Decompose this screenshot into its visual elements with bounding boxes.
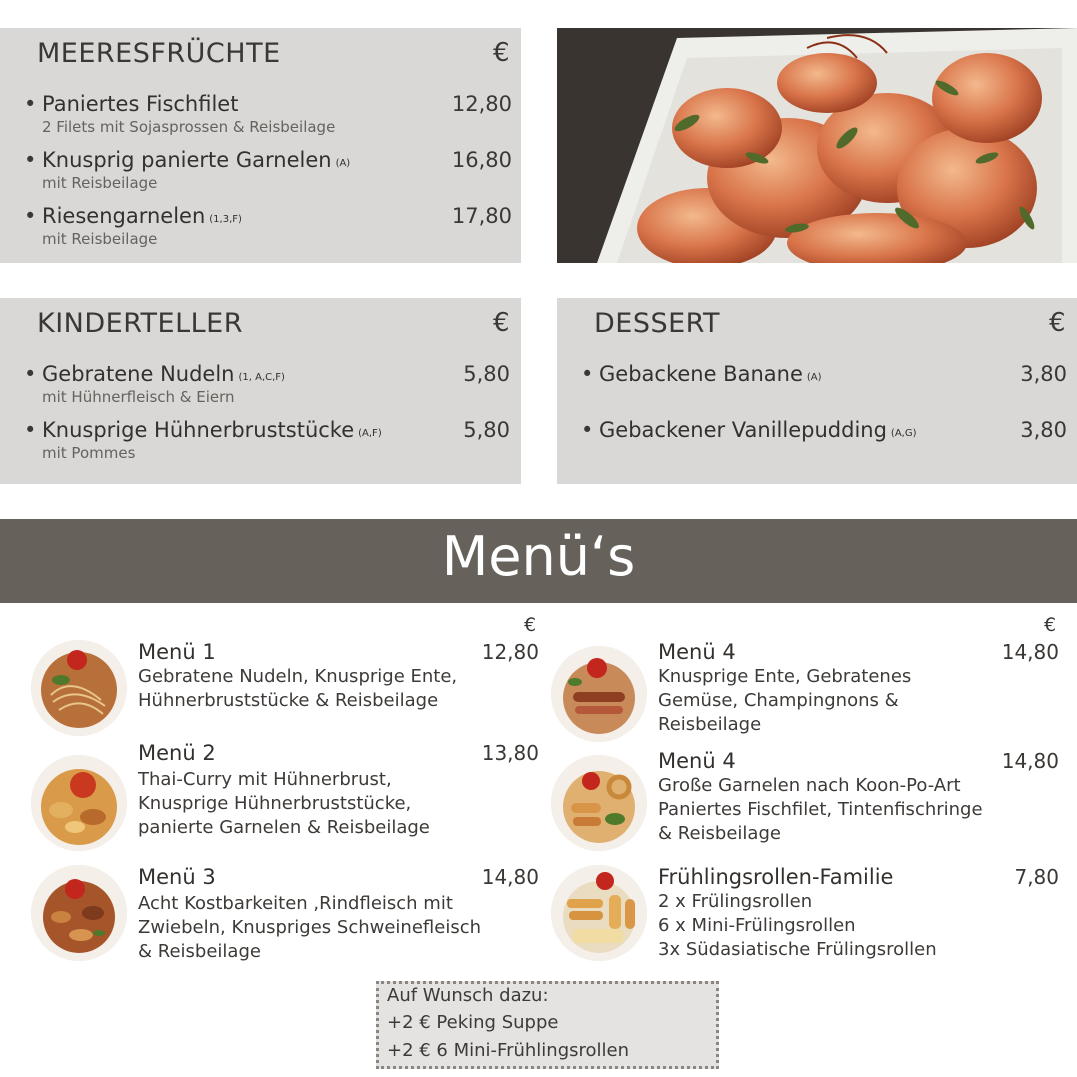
allergen-codes: (A) [335,158,351,169]
menu-name: Menü 4 [658,640,736,664]
extras-box [376,981,719,1069]
combo-menu [551,865,1061,975]
allergen-codes: (A,F) [358,428,382,439]
menu-name: Menü 4 [658,749,736,773]
item-name: Gebackener Vanillepudding (A,G) [599,418,917,442]
menu-description-line: Gebratene Nudeln, Knusprige Ente, [138,666,458,687]
currency-symbol: € [493,38,510,68]
menus-title: Menü‘s [441,525,636,588]
combo-menu [551,640,1061,750]
menu-description-line: Zwiebeln, Knuspriges Schweinefleisch [138,917,482,938]
menu-name: Menü 2 [138,741,216,765]
menu-description-line: Reisbeilage [658,714,762,735]
dish-photo [551,646,647,742]
dish-photo [31,640,127,736]
menu-description-line: Acht Kostbarkeiten ,Rindfleisch mit [138,893,453,914]
menu-description-line: 2 x Frülingsrollen [658,891,813,912]
section-title: MEERESFRÜCHTE [37,38,281,69]
menu-price: 14,80 [1001,749,1059,773]
menu-description-line: Gemüse, Champingnons & [658,690,899,711]
menu-item [581,362,1067,402]
item-description: mit Reisbeilage [42,230,158,248]
combo-menu [31,640,541,750]
meeresfruechte-panel [0,28,521,263]
currency-symbol: € [1044,614,1057,636]
bullet: • [581,362,594,386]
item-price: 5,80 [463,362,510,386]
menu-description-line: 6 x Mini-Frülingsrollen [658,915,856,936]
menu-price: 13,80 [481,741,539,765]
menu-price: 14,80 [1001,640,1059,664]
menu-description-line: & Reisbeilage [658,823,781,844]
bullet: • [24,148,37,172]
menu-name: Menü 3 [138,865,216,889]
item-description: 2 Filets mit Sojasprossen & Reisbeilage [42,118,336,136]
menu-description-line: & Reisbeilage [138,941,261,962]
item-price: 5,80 [463,418,510,442]
extras-title: Auf Wunsch dazu: [387,985,549,1006]
meat-plate-illustration [31,865,127,961]
currency-symbol: € [493,308,510,338]
menus-banner [0,519,1077,603]
section-title: DESSERT [594,308,720,339]
item-name: Knusprig panierte Garnelen (A) [42,148,351,172]
item-description: mit Reisbeilage [42,174,158,192]
menu-item [24,362,512,412]
menu-name: Frühlingsrollen-Familie [658,865,894,889]
extras-line: +2 € Peking Suppe [387,1012,559,1033]
menu-description-line: Knusprige Hühnerbruststücke, [138,793,412,814]
menu-description-line: Hühnerbruststücke & Reisbeilage [138,690,439,711]
dish-photo [31,755,127,851]
menu-description-line: Große Garnelen nach Koon-Po-Art [658,775,961,796]
currency-symbol: € [524,614,537,636]
item-name: Paniertes Fischfilet [42,92,239,116]
menu-name: Menü 1 [138,640,216,664]
dessert-panel [557,298,1077,484]
dish-photo [551,865,647,961]
combo-menu [31,865,541,975]
menu-description-line: Paniertes Fischfilet, Tintenfischringe [658,799,983,820]
item-description: mit Hühnerfleisch & Eiern [42,388,235,406]
item-price: 12,80 [451,92,512,116]
item-name: Riesengarnelen (1,3,F) [42,204,242,228]
bullet: • [24,362,37,386]
bullet: • [581,418,594,442]
extras-line: +2 € 6 Mini-Frühlingsrollen [387,1040,630,1061]
menu-item [24,92,512,142]
item-price: 3,80 [1020,418,1067,442]
item-name: Gebratene Nudeln (1, A,C,F) [42,362,285,386]
duck-plate-illustration [551,646,647,742]
allergen-codes: (1, A,C,F) [238,372,285,383]
item-price: 3,80 [1020,362,1067,386]
menu-item [24,148,512,198]
seafood-plate-illustration [551,755,647,851]
item-name: Gebackene Banane (A) [599,362,822,386]
dish-photo [551,755,647,851]
curry-plate-illustration [31,755,127,851]
item-name: Knusprige Hühnerbruststücke (A,F) [42,418,382,442]
combo-menu [551,749,1061,859]
bullet: • [24,204,37,228]
menu-description-line: panierte Garnelen & Reisbeilage [138,817,430,838]
spring-rolls-illustration [551,865,647,961]
shrimp-illustration [557,28,1077,263]
kinderteller-panel [0,298,521,484]
item-price: 17,80 [451,204,512,228]
shrimp-dish-photo [557,28,1077,263]
allergen-codes: (A,G) [890,428,917,439]
menu-item [24,418,512,468]
menu-description-line: Thai-Curry mit Hühnerbrust, [138,769,392,790]
menu-description-line: Knusprige Ente, Gebratenes [658,666,912,687]
allergen-codes: (1,3,F) [209,214,242,225]
item-description: mit Pommes [42,444,136,462]
menu-price: 12,80 [481,640,539,664]
combo-menu [31,741,541,851]
allergen-codes: (A) [806,372,822,383]
dish-photo [31,865,127,961]
currency-symbol: € [1049,308,1066,338]
bullet: • [24,418,37,442]
menu-item [581,418,1067,458]
menu-description-line: 3x Südasiatische Frülingsrollen [658,939,937,960]
menu-price: 7,80 [1014,865,1059,889]
section-title: KINDERTELLER [37,308,243,339]
bullet: • [24,92,37,116]
menu-item [24,204,512,254]
noodle-plate-illustration [31,640,127,736]
menu-price: 14,80 [481,865,539,889]
item-price: 16,80 [451,148,512,172]
